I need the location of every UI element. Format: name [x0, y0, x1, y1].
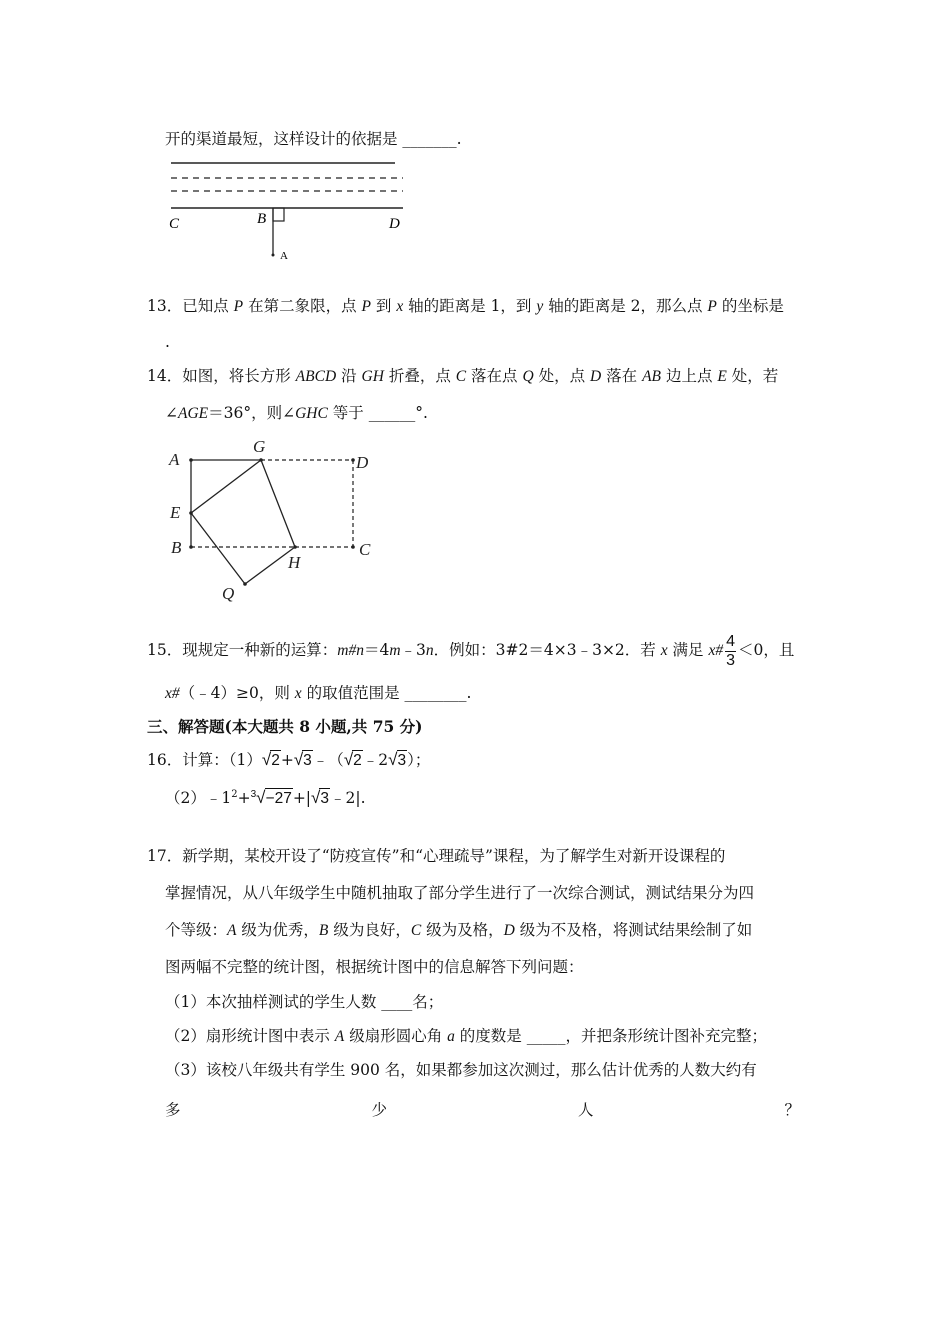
q17-sub2: （2）扇形统计图中表示 A 级扇形圆心角 a 的度数是 _____，并把条形统计图补充完整；	[165, 1027, 767, 1045]
q17-sub3: （3）该校八年级共有学生 900 名，如果都参加这次测过，那么估计优秀的人数大约有	[165, 1061, 757, 1079]
q17-line3: 个等级：A 级为优秀，B 级为良好，C 级为及格，D 级为不及格，将测试结果绘制了如	[165, 921, 753, 939]
fraction-four-thirds: $\frac{4}{3}$	[726, 632, 736, 669]
q12-tail: 开的渠道最短，这样设计的依据是 _______.	[165, 130, 462, 148]
sqrt-icon: √	[388, 750, 398, 769]
q17-line1: 17．新学期，某校开设了“防疫宣传”和“心理疏导”课程，为了解学生对新开设课程的	[147, 847, 726, 865]
q15-line2: x#（﹣4）≥0，则 x 的取值范围是 ________.	[165, 684, 472, 702]
cube-root-icon: √	[256, 788, 266, 807]
q17-line2: 掌握情况，从八年级学生中随机抽取了部分学生进行了一次综合测试，测试结果分为四	[165, 884, 755, 902]
q13-tail: .	[165, 333, 170, 351]
q13-number: 13．	[147, 297, 183, 315]
fig14-label-h: H	[288, 553, 301, 572]
q12-figure	[165, 155, 415, 265]
section-3-title: 三、解答题(本大题共 8 小题,共 75 分)	[147, 717, 423, 736]
q14-line2: ∠AGE＝36°，则∠GHC 等于 ______°.	[165, 404, 428, 422]
q14-line1: 14．如图，将长方形 ABCD 沿 GH 折叠，点 C 落在点 Q 处，点 D 落在 AB 边上点 E 处，若	[147, 367, 779, 385]
sqrt-icon: √	[311, 788, 321, 807]
fig14-label-q: Q	[222, 584, 235, 603]
fig14-label-a: A	[169, 450, 180, 469]
q15-line1: 15．现规定一种新的运算：m#n＝4m﹣3n．例如：3#2＝4×3﹣3×2．若 x 满足 x# $\frac{4}{3}$ ＜0，且	[147, 632, 795, 669]
fig12-label-a: A	[280, 250, 288, 262]
q14-figure	[165, 435, 395, 610]
q14-number: 14．	[147, 367, 183, 385]
fig14-label-e: E	[170, 503, 181, 522]
fig14-label-d: D	[356, 453, 369, 472]
q17-number: 17．	[147, 847, 183, 865]
fig14-label-c: C	[359, 540, 371, 559]
fig12-label-b: B	[257, 211, 267, 227]
fig14-label-g: G	[253, 437, 266, 456]
q13-line1: 13．已知点 P 在第二象限，点 P 到 x 轴的距离是 1，到 y 轴的距离是 2，那么点 P 的坐标是	[147, 297, 784, 315]
q17-sub3-cont: 多 少 人 ？	[165, 1101, 800, 1119]
sqrt-icon: √	[343, 750, 354, 769]
sqrt-icon: √	[261, 750, 272, 769]
q16-number: 16．	[147, 751, 183, 769]
q16-line1: 16．计算：（1）√2+√3﹣（√2﹣2√3）；	[147, 750, 431, 769]
q17-sub1: （1）本次抽样测试的学生人数 ____名；	[165, 993, 444, 1011]
q17-line4: 图两幅不完整的统计图，根据统计图中的信息解答下列问题：	[165, 958, 584, 976]
sqrt-icon: √	[293, 750, 304, 769]
fig14-label-b: B	[171, 538, 182, 557]
q15-number: 15．	[147, 641, 183, 659]
fig12-label-d: D	[389, 216, 400, 232]
q16-line2: $(2)﹣1^2+^3√-27+|√3﹣2|$.	[165, 788, 366, 807]
fig12-label-c: C	[169, 216, 180, 232]
